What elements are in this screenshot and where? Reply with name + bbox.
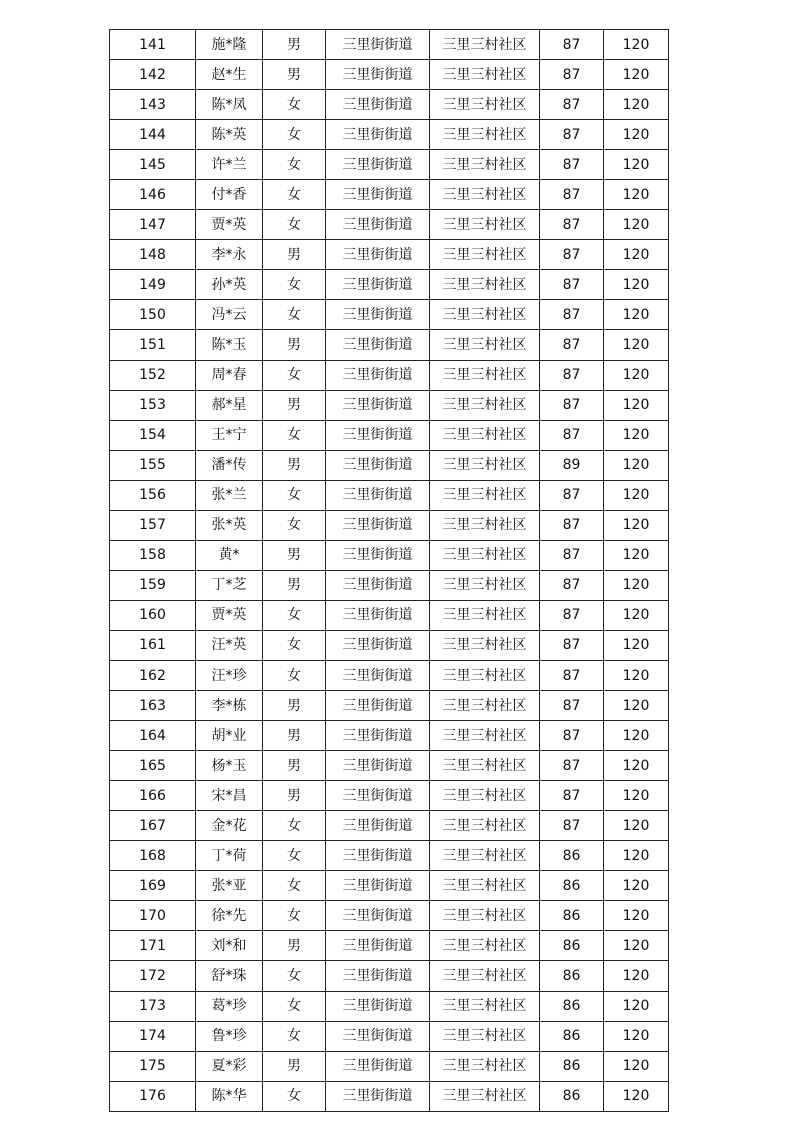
- cell-community: 三里三村社区: [430, 660, 540, 690]
- cell-number: 145: [110, 150, 196, 180]
- cell-name: 夏*彩: [196, 1051, 263, 1081]
- table-row: [110, 600, 669, 630]
- cell-number: 157: [110, 510, 196, 540]
- cell-community: 三里三村社区: [430, 510, 540, 540]
- cell-amount: 120: [604, 721, 669, 751]
- cell-street: 三里街街道: [326, 901, 430, 931]
- cell-street: 三里街街道: [326, 120, 430, 150]
- cell-community: 三里三村社区: [430, 90, 540, 120]
- table-row: [110, 480, 669, 510]
- cell-number: 143: [110, 90, 196, 120]
- cell-name: 孙*英: [196, 270, 263, 300]
- cell-age: 87: [540, 811, 604, 841]
- cell-gender: 女: [263, 901, 326, 931]
- cell-community: 三里三村社区: [430, 811, 540, 841]
- table-row: [110, 781, 669, 811]
- cell-gender: 女: [263, 480, 326, 510]
- cell-name: 舒*珠: [196, 961, 263, 991]
- cell-age: 87: [540, 751, 604, 781]
- cell-street: 三里街街道: [326, 90, 430, 120]
- cell-amount: 120: [604, 931, 669, 961]
- cell-gender: 女: [263, 90, 326, 120]
- cell-age: 86: [540, 1021, 604, 1051]
- cell-gender: 男: [263, 1051, 326, 1081]
- cell-number: 142: [110, 60, 196, 90]
- cell-community: 三里三村社区: [430, 751, 540, 781]
- cell-age: 87: [540, 600, 604, 630]
- cell-age: 87: [540, 90, 604, 120]
- cell-gender: 女: [263, 811, 326, 841]
- cell-street: 三里街街道: [326, 300, 430, 330]
- table-row: [110, 120, 669, 150]
- cell-gender: 女: [263, 300, 326, 330]
- cell-number: 150: [110, 300, 196, 330]
- cell-amount: 120: [604, 240, 669, 270]
- cell-gender: 女: [263, 180, 326, 210]
- cell-number: 144: [110, 120, 196, 150]
- cell-name: 胡*业: [196, 721, 263, 751]
- cell-street: 三里街街道: [326, 180, 430, 210]
- cell-gender: 男: [263, 931, 326, 961]
- table-row: [110, 1051, 669, 1081]
- cell-age: 87: [540, 721, 604, 751]
- cell-street: 三里街街道: [326, 841, 430, 871]
- cell-name: 郝*星: [196, 390, 263, 420]
- cell-gender: 女: [263, 600, 326, 630]
- cell-community: 三里三村社区: [430, 420, 540, 450]
- cell-street: 三里街街道: [326, 330, 430, 360]
- table-row: [110, 210, 669, 240]
- cell-community: 三里三村社区: [430, 600, 540, 630]
- cell-street: 三里街街道: [326, 150, 430, 180]
- cell-community: 三里三村社区: [430, 1021, 540, 1051]
- cell-name: 张*兰: [196, 480, 263, 510]
- cell-number: 152: [110, 360, 196, 390]
- cell-name: 宋*昌: [196, 781, 263, 811]
- table-row: [110, 30, 669, 60]
- cell-name: 汪*珍: [196, 660, 263, 690]
- cell-name: 张*英: [196, 510, 263, 540]
- cell-street: 三里街街道: [326, 660, 430, 690]
- cell-gender: 女: [263, 360, 326, 390]
- cell-name: 葛*珍: [196, 991, 263, 1021]
- cell-amount: 120: [604, 901, 669, 931]
- cell-age: 87: [540, 330, 604, 360]
- cell-street: 三里街街道: [326, 721, 430, 751]
- cell-number: 170: [110, 901, 196, 931]
- cell-street: 三里街街道: [326, 510, 430, 540]
- cell-street: 三里街街道: [326, 871, 430, 901]
- cell-number: 141: [110, 30, 196, 60]
- cell-community: 三里三村社区: [430, 630, 540, 660]
- cell-age: 86: [540, 841, 604, 871]
- cell-community: 三里三村社区: [430, 540, 540, 570]
- cell-number: 164: [110, 721, 196, 751]
- cell-number: 172: [110, 961, 196, 991]
- cell-number: 175: [110, 1051, 196, 1081]
- cell-street: 三里街街道: [326, 420, 430, 450]
- cell-number: 149: [110, 270, 196, 300]
- cell-name: 李*栋: [196, 691, 263, 721]
- cell-street: 三里街街道: [326, 600, 430, 630]
- cell-name: 陈*英: [196, 120, 263, 150]
- cell-amount: 120: [604, 270, 669, 300]
- cell-age: 86: [540, 901, 604, 931]
- cell-amount: 120: [604, 300, 669, 330]
- cell-name: 陈*凤: [196, 90, 263, 120]
- table-row: [110, 150, 669, 180]
- cell-age: 87: [540, 210, 604, 240]
- cell-number: 156: [110, 480, 196, 510]
- cell-community: 三里三村社区: [430, 1051, 540, 1081]
- cell-street: 三里街街道: [326, 1081, 430, 1111]
- cell-number: 161: [110, 630, 196, 660]
- cell-gender: 男: [263, 781, 326, 811]
- cell-age: 87: [540, 30, 604, 60]
- cell-gender: 男: [263, 60, 326, 90]
- table-row: [110, 871, 669, 901]
- cell-name: 李*永: [196, 240, 263, 270]
- cell-street: 三里街街道: [326, 691, 430, 721]
- cell-age: 87: [540, 240, 604, 270]
- cell-number: 168: [110, 841, 196, 871]
- cell-name: 徐*先: [196, 901, 263, 931]
- table-row: [110, 931, 669, 961]
- cell-amount: 120: [604, 1021, 669, 1051]
- cell-community: 三里三村社区: [430, 691, 540, 721]
- cell-street: 三里街街道: [326, 480, 430, 510]
- table-row: [110, 300, 669, 330]
- table-row: [110, 540, 669, 570]
- cell-community: 三里三村社区: [430, 210, 540, 240]
- cell-number: 158: [110, 540, 196, 570]
- cell-name: 赵*生: [196, 60, 263, 90]
- cell-street: 三里街街道: [326, 210, 430, 240]
- cell-gender: 女: [263, 1081, 326, 1111]
- cell-amount: 120: [604, 360, 669, 390]
- cell-community: 三里三村社区: [430, 841, 540, 871]
- cell-street: 三里街街道: [326, 270, 430, 300]
- cell-community: 三里三村社区: [430, 120, 540, 150]
- cell-amount: 120: [604, 691, 669, 721]
- cell-gender: 女: [263, 1021, 326, 1051]
- cell-amount: 120: [604, 811, 669, 841]
- table-row: [110, 660, 669, 690]
- cell-number: 167: [110, 811, 196, 841]
- cell-street: 三里街街道: [326, 60, 430, 90]
- cell-age: 86: [540, 991, 604, 1021]
- cell-name: 付*香: [196, 180, 263, 210]
- cell-age: 87: [540, 180, 604, 210]
- cell-gender: 女: [263, 660, 326, 690]
- cell-number: 160: [110, 600, 196, 630]
- cell-amount: 120: [604, 480, 669, 510]
- cell-community: 三里三村社区: [430, 240, 540, 270]
- cell-age: 87: [540, 270, 604, 300]
- cell-community: 三里三村社区: [430, 961, 540, 991]
- cell-amount: 120: [604, 330, 669, 360]
- table-row: [110, 510, 669, 540]
- cell-community: 三里三村社区: [430, 931, 540, 961]
- cell-age: 87: [540, 781, 604, 811]
- cell-age: 86: [540, 961, 604, 991]
- cell-amount: 120: [604, 600, 669, 630]
- cell-street: 三里街街道: [326, 240, 430, 270]
- table-row: [110, 570, 669, 600]
- table-row: [110, 1081, 669, 1111]
- cell-name: 刘*和: [196, 931, 263, 961]
- cell-street: 三里街街道: [326, 1021, 430, 1051]
- cell-amount: 120: [604, 150, 669, 180]
- cell-name: 丁*荷: [196, 841, 263, 871]
- cell-age: 86: [540, 1081, 604, 1111]
- cell-community: 三里三村社区: [430, 390, 540, 420]
- table-row: [110, 270, 669, 300]
- cell-gender: 女: [263, 961, 326, 991]
- table-row: [110, 751, 669, 781]
- cell-name: 鲁*珍: [196, 1021, 263, 1051]
- cell-number: 176: [110, 1081, 196, 1111]
- cell-street: 三里街街道: [326, 360, 430, 390]
- cell-gender: 女: [263, 991, 326, 1021]
- cell-name: 王*宁: [196, 420, 263, 450]
- cell-age: 86: [540, 931, 604, 961]
- cell-community: 三里三村社区: [430, 781, 540, 811]
- cell-amount: 120: [604, 841, 669, 871]
- cell-amount: 120: [604, 630, 669, 660]
- cell-name: 潘*传: [196, 450, 263, 480]
- cell-community: 三里三村社区: [430, 901, 540, 931]
- cell-number: 147: [110, 210, 196, 240]
- cell-community: 三里三村社区: [430, 1081, 540, 1111]
- cell-age: 87: [540, 540, 604, 570]
- cell-community: 三里三村社区: [430, 360, 540, 390]
- cell-number: 162: [110, 660, 196, 690]
- cell-name: 许*兰: [196, 150, 263, 180]
- cell-age: 87: [540, 630, 604, 660]
- cell-name: 丁*芝: [196, 570, 263, 600]
- cell-gender: 男: [263, 751, 326, 781]
- cell-amount: 120: [604, 961, 669, 991]
- cell-age: 87: [540, 60, 604, 90]
- cell-number: 155: [110, 450, 196, 480]
- cell-age: 87: [540, 570, 604, 600]
- cell-amount: 120: [604, 30, 669, 60]
- cell-gender: 男: [263, 691, 326, 721]
- cell-age: 87: [540, 510, 604, 540]
- table-row: [110, 721, 669, 751]
- cell-street: 三里街街道: [326, 450, 430, 480]
- cell-amount: 120: [604, 90, 669, 120]
- cell-number: 159: [110, 570, 196, 600]
- cell-name: 金*花: [196, 811, 263, 841]
- cell-gender: 女: [263, 630, 326, 660]
- cell-street: 三里街街道: [326, 991, 430, 1021]
- cell-age: 87: [540, 150, 604, 180]
- cell-street: 三里街街道: [326, 390, 430, 420]
- cell-name: 贾*英: [196, 600, 263, 630]
- cell-amount: 120: [604, 1051, 669, 1081]
- table-row: [110, 180, 669, 210]
- table-row: [110, 991, 669, 1021]
- cell-age: 87: [540, 691, 604, 721]
- cell-amount: 120: [604, 1081, 669, 1111]
- cell-community: 三里三村社区: [430, 721, 540, 751]
- cell-age: 87: [540, 660, 604, 690]
- cell-number: 153: [110, 390, 196, 420]
- cell-amount: 120: [604, 450, 669, 480]
- cell-community: 三里三村社区: [430, 450, 540, 480]
- cell-age: 87: [540, 120, 604, 150]
- cell-number: 151: [110, 330, 196, 360]
- cell-gender: 男: [263, 570, 326, 600]
- cell-gender: 女: [263, 420, 326, 450]
- cell-gender: 男: [263, 30, 326, 60]
- table-row: [110, 630, 669, 660]
- table-row: [110, 1021, 669, 1051]
- cell-street: 三里街街道: [326, 30, 430, 60]
- cell-number: 174: [110, 1021, 196, 1051]
- cell-number: 171: [110, 931, 196, 961]
- cell-amount: 120: [604, 781, 669, 811]
- cell-gender: 女: [263, 841, 326, 871]
- cell-number: 166: [110, 781, 196, 811]
- cell-name: 周*春: [196, 360, 263, 390]
- table-row: [110, 841, 669, 871]
- cell-street: 三里街街道: [326, 540, 430, 570]
- table-row: [110, 961, 669, 991]
- cell-street: 三里街街道: [326, 630, 430, 660]
- cell-number: 146: [110, 180, 196, 210]
- cell-name: 贾*英: [196, 210, 263, 240]
- cell-name: 汪*英: [196, 630, 263, 660]
- cell-age: 89: [540, 450, 604, 480]
- table-row: [110, 420, 669, 450]
- cell-gender: 女: [263, 510, 326, 540]
- cell-gender: 女: [263, 150, 326, 180]
- cell-amount: 120: [604, 871, 669, 901]
- cell-gender: 男: [263, 240, 326, 270]
- cell-gender: 男: [263, 721, 326, 751]
- cell-amount: 120: [604, 991, 669, 1021]
- table-row: [110, 90, 669, 120]
- cell-amount: 120: [604, 751, 669, 781]
- table-row: [110, 691, 669, 721]
- cell-amount: 120: [604, 180, 669, 210]
- cell-amount: 120: [604, 210, 669, 240]
- cell-name: 张*亚: [196, 871, 263, 901]
- cell-gender: 女: [263, 210, 326, 240]
- document-table-container: [109, 29, 668, 1112]
- cell-community: 三里三村社区: [430, 871, 540, 901]
- cell-age: 87: [540, 300, 604, 330]
- cell-amount: 120: [604, 570, 669, 600]
- cell-community: 三里三村社区: [430, 991, 540, 1021]
- cell-amount: 120: [604, 660, 669, 690]
- cell-gender: 女: [263, 871, 326, 901]
- cell-amount: 120: [604, 60, 669, 90]
- cell-name: 杨*玉: [196, 751, 263, 781]
- cell-number: 165: [110, 751, 196, 781]
- table-row: [110, 360, 669, 390]
- cell-community: 三里三村社区: [430, 150, 540, 180]
- cell-number: 173: [110, 991, 196, 1021]
- cell-age: 87: [540, 390, 604, 420]
- cell-gender: 男: [263, 330, 326, 360]
- cell-street: 三里街街道: [326, 1051, 430, 1081]
- table-row: [110, 60, 669, 90]
- cell-street: 三里街街道: [326, 570, 430, 600]
- cell-amount: 120: [604, 120, 669, 150]
- cell-age: 87: [540, 420, 604, 450]
- cell-community: 三里三村社区: [430, 330, 540, 360]
- cell-community: 三里三村社区: [430, 180, 540, 210]
- cell-community: 三里三村社区: [430, 270, 540, 300]
- cell-community: 三里三村社区: [430, 60, 540, 90]
- cell-community: 三里三村社区: [430, 480, 540, 510]
- subsidy-roster-table: [109, 29, 669, 1112]
- cell-community: 三里三村社区: [430, 30, 540, 60]
- cell-gender: 女: [263, 270, 326, 300]
- cell-age: 87: [540, 480, 604, 510]
- table-row: [110, 811, 669, 841]
- cell-community: 三里三村社区: [430, 300, 540, 330]
- table-row: [110, 901, 669, 931]
- table-row: [110, 330, 669, 360]
- cell-name: 施*隆: [196, 30, 263, 60]
- cell-number: 169: [110, 871, 196, 901]
- table-body: [110, 30, 669, 1112]
- cell-gender: 男: [263, 450, 326, 480]
- table-row: [110, 450, 669, 480]
- cell-community: 三里三村社区: [430, 570, 540, 600]
- table-row: [110, 390, 669, 420]
- cell-age: 86: [540, 871, 604, 901]
- cell-age: 87: [540, 360, 604, 390]
- cell-street: 三里街街道: [326, 781, 430, 811]
- cell-street: 三里街街道: [326, 811, 430, 841]
- cell-name: 陈*华: [196, 1081, 263, 1111]
- cell-street: 三里街街道: [326, 961, 430, 991]
- cell-number: 148: [110, 240, 196, 270]
- cell-age: 86: [540, 1051, 604, 1081]
- cell-street: 三里街街道: [326, 931, 430, 961]
- cell-number: 163: [110, 691, 196, 721]
- cell-name: 黄*: [196, 540, 263, 570]
- cell-name: 冯*云: [196, 300, 263, 330]
- cell-amount: 120: [604, 510, 669, 540]
- cell-amount: 120: [604, 390, 669, 420]
- cell-gender: 男: [263, 390, 326, 420]
- cell-number: 154: [110, 420, 196, 450]
- table-row: [110, 240, 669, 270]
- cell-name: 陈*玉: [196, 330, 263, 360]
- cell-gender: 男: [263, 540, 326, 570]
- cell-gender: 女: [263, 120, 326, 150]
- cell-amount: 120: [604, 540, 669, 570]
- cell-amount: 120: [604, 420, 669, 450]
- cell-street: 三里街街道: [326, 751, 430, 781]
